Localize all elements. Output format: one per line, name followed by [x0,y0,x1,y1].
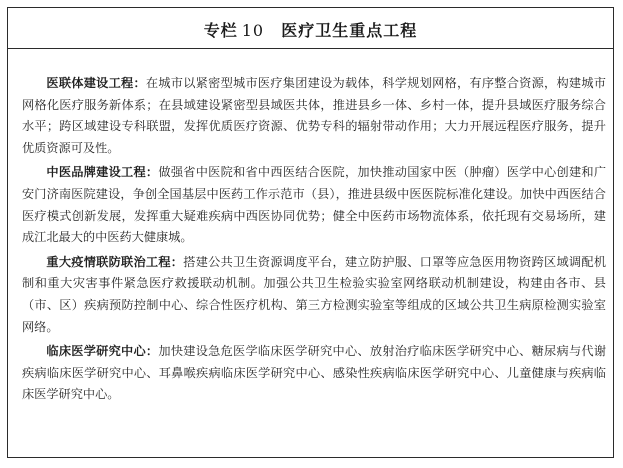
paragraph-text: 在城市以紧密型城市医疗集团建设为载体，科学规划网格，有序整合资源，构建城市网格化医疗服务新体系；在县域建设紧密型县域医共体，推进县乡一体、乡村一体，提升县域医疗服务综合水平；跨区域建设专科联盟，发挥优质医疗资源、优势专科的辐射带动作用；大力开展远程医疗服务，提升优质资源可及性。 [22,76,606,155]
box-body [22,73,606,409]
title-divider [7,48,614,49]
paragraph-heading: 重大疫情联防联治工程： [46,254,184,269]
paragraph-medical-alliance [22,73,606,159]
paragraph-tcm-brand [22,162,606,248]
paragraph-text: 搭建公共卫生资源调度平台，建立防护服、口罩等应急医用物资跨区域调配机制和重大灾害事件紧急医疗救援联动机制。加强公共卫生检验实验室网络联动机制建设，构建由各市、县（市、区）疾病预防控制中心、综合性医疗机构、第三方检测实验室等组成的区域公共卫生病原检测实验室网络。 [22,254,607,334]
title-prefix: 专栏 [203,21,238,40]
paragraph-heading: 中医品牌建设工程： [46,165,159,180]
paragraph-epidemic-control [22,252,606,338]
box-title [7,18,614,41]
title-number: 10 [241,21,265,40]
paragraph-text: 加快建设急危医学临床医学研究中心、放射治疗临床医学研究中心、糖尿病与代谢疾病临床医学研究中心、耳鼻喉疾病临床医学研究中心、感染性疾病临床医学研究中心、儿童健康与疾病临床医学研究中心。 [22,344,607,402]
paragraph-text: 做强省中医院和省中西医结合医院，加快推动国家中医（肿瘤）医学中心创建和广安门济南医院建设，争创全国基层中医药工作示范市（县），推进县级中医医院标准化建设。加快中西医结合医疗模式创新发展，发挥重大疑难疾病中西医协同优势；健全中医药市场物流体系，依托现有交易场所，建成江北最大的中医药大健康城。 [22,165,607,245]
paragraph-clinical-research [22,341,606,406]
title-text: 医疗卫生重点工程 [281,21,418,40]
paragraph-heading: 临床医学研究中心： [46,344,159,359]
paragraph-heading: 医联体建设工程： [46,76,146,90]
